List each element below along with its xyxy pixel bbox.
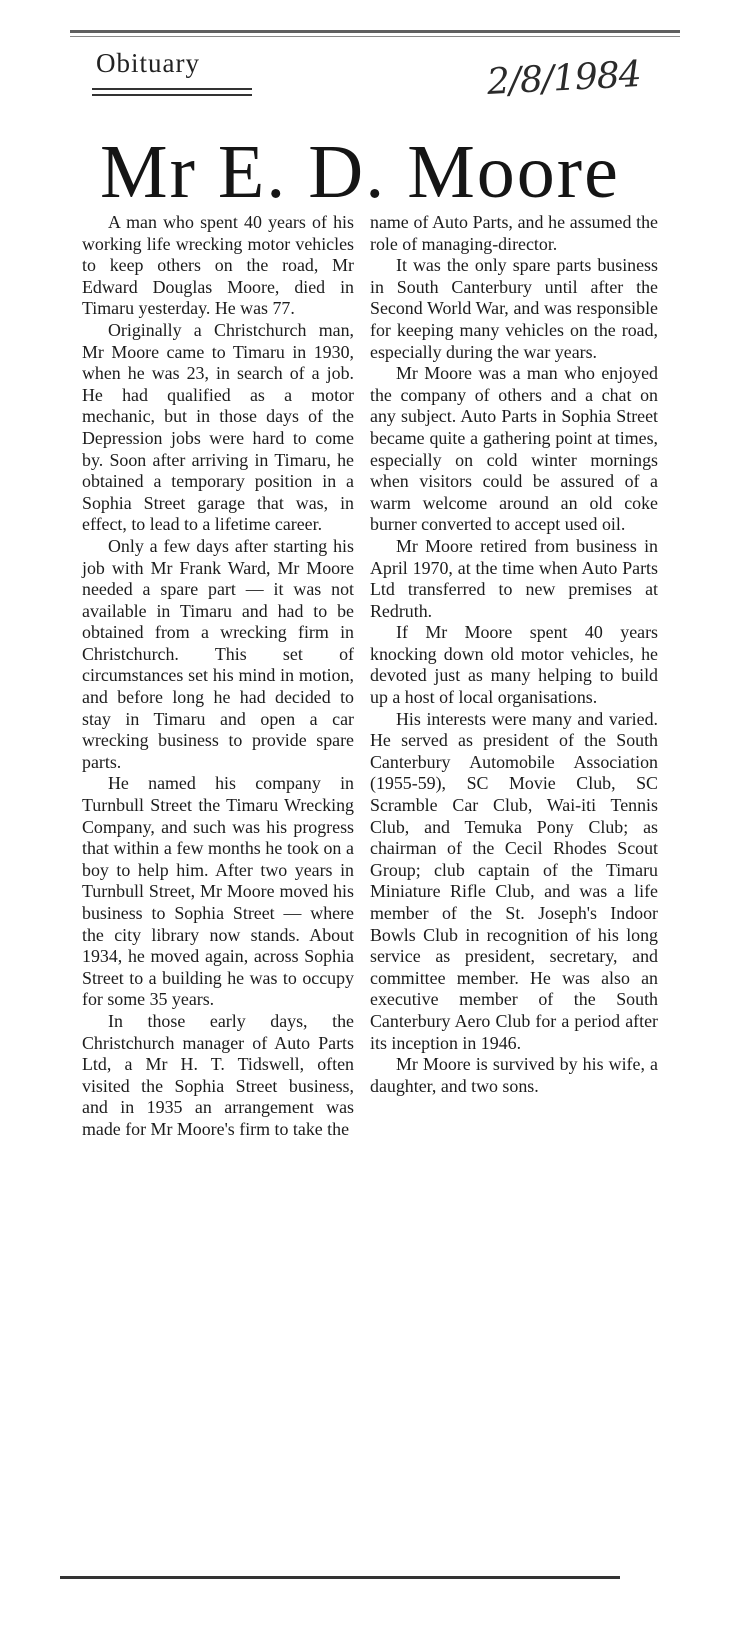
paragraph: It was the only spare parts business in South Canterbury until after the Second World War, and was responsible for keeping many vehicles on the road, especially during the war years. — [370, 255, 658, 362]
bottom-rule — [60, 1576, 620, 1579]
article-column-right — [370, 212, 658, 1097]
paragraph: Mr Moore retired from business in April 1970, at the time when Auto Parts Ltd transferred to new premises at Redruth. — [370, 535, 658, 621]
headline: Mr E. D. Moore — [100, 130, 620, 214]
paragraph: Mr Moore is survived by his wife, a daughter, and two sons. — [370, 1054, 658, 1096]
paragraph: His interests were many and varied. He served as president of the South Canterbury Automobile Association (1955-59), SC Movie Club, SC Scramble Car Club, Wai-iti Tennis Club, and Temuka Pony Club; as chairman of the Cecil Rhodes Scout Group; club captain of the Timaru Miniature Rifle Club, and was a life member of the St. Joseph's Indoor Bowls Club in recognition of his long service as president, secretary, and committee member. He was also an executive member of the South Canterbury Aero Club for a period after its inception in 1946. — [370, 708, 658, 1053]
paragraph: If Mr Moore spent 40 years knocking down old motor vehicles, he devoted just as many helping to build up a host of local organisations. — [370, 622, 658, 708]
article-column-left — [82, 212, 354, 1141]
section-label: Obituary — [96, 48, 200, 78]
paragraph: Mr Moore was a man who enjoyed the company of others and a chat on any subject. Auto Parts in Sophia Street became quite a gathering point at times, especially on cold winter mornings when visitors could be assured of a warm welcome around an old coke burner converted to accept used oil. — [370, 363, 658, 535]
paragraph: In those early days, the Christchurch manager of Auto Parts Ltd, a Mr H. T. Tidswell, often visited the Sophia Street business, and in 1935 an arrangement was made for Mr Moore's firm to take the — [82, 1010, 354, 1139]
paragraph-continued: name of Auto Parts, and he assumed the role of managing-director. — [370, 212, 658, 254]
paragraph: A man who spent 40 years of his working life wrecking motor vehicles to keep others on the road, Mr Edward Douglas Moore, died in Timaru yesterday. He was 77. — [82, 212, 354, 319]
paragraph: Only a few days after starting his job with Mr Frank Ward, Mr Moore needed a spare part — it was not available in Timaru and had to be obtained from a wrecking firm in Christchurch. This set of circumstances set his mind in motion, and before long he had decided to stay in Timaru and open a car wrecking business to provide spare parts. — [82, 535, 354, 772]
handwritten-date: 2/8/1984 — [486, 53, 642, 103]
top-rule — [70, 30, 680, 33]
paragraph: Originally a Christchurch man, Mr Moore came to Timaru in 1930, when he was 23, in search of a job. He had qualified as a motor mechanic, but in those days of the Depression jobs were hard to come by. Soon after arriving in Timaru, he obtained a temporary position in a Sophia Street garage that was, in effect, to lead to a lifetime career. — [82, 319, 354, 535]
section-underline-2 — [92, 94, 252, 96]
top-rule-thin — [70, 36, 680, 37]
section-underline — [92, 88, 252, 90]
paragraph: He named his company in Turnbull Street the Timaru Wrecking Company, and such was his progress that within a few months he took on a boy to help him. After two years in Turnbull Street, Mr Moore moved his business to Sophia Street — where the city library now stands. About 1934, he moved again, across Sophia Street to a building he was to occupy for some 35 years. — [82, 773, 354, 1010]
